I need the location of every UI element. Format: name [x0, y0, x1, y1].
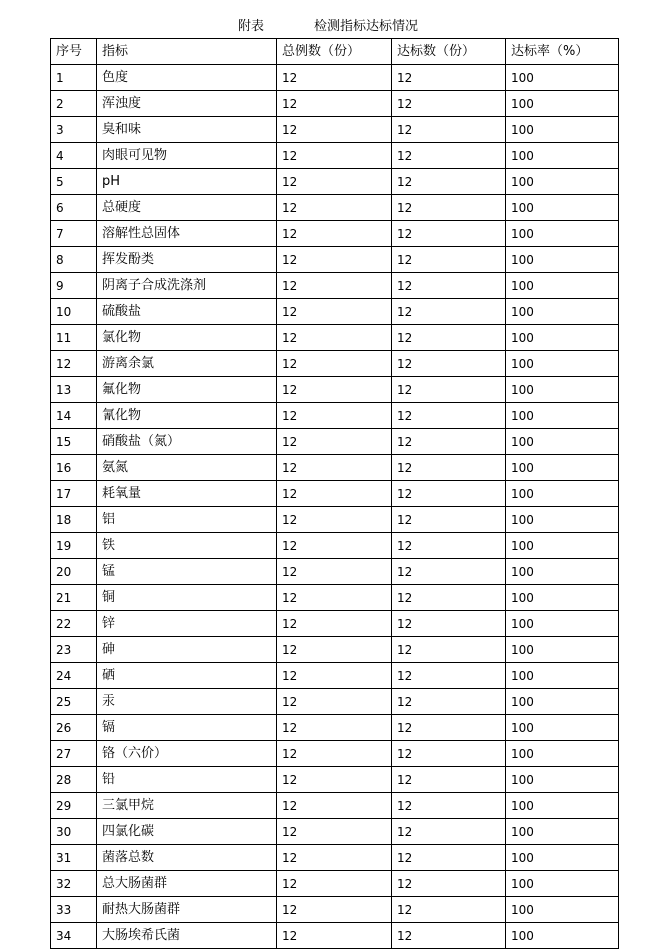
indicator-cell: 铁	[97, 533, 277, 559]
compliance-rate-cell: 100	[506, 455, 619, 481]
indicator-cell: 镉	[97, 715, 277, 741]
total-samples-cell: 12	[277, 377, 392, 403]
compliance-rate-cell: 100	[506, 897, 619, 923]
total-samples-cell: 12	[277, 169, 392, 195]
table-row	[51, 559, 619, 585]
compliance-rate-cell: 100	[506, 65, 619, 91]
indicator-cell: 铅	[97, 767, 277, 793]
serial-cell: 2	[51, 91, 97, 117]
indicator-cell: 铜	[97, 585, 277, 611]
table-row	[51, 273, 619, 299]
table-row	[51, 923, 619, 949]
table-body	[51, 65, 619, 949]
serial-cell: 15	[51, 429, 97, 455]
indicator-cell: 总大肠菌群	[97, 871, 277, 897]
compliance-rate-cell: 100	[506, 923, 619, 949]
serial-cell: 14	[51, 403, 97, 429]
compliance-rate-cell: 100	[506, 845, 619, 871]
compliant-samples-cell: 12	[392, 117, 506, 143]
serial-cell: 8	[51, 247, 97, 273]
compliance-rate-cell: 100	[506, 507, 619, 533]
compliant-samples-cell: 12	[392, 715, 506, 741]
serial-cell: 27	[51, 741, 97, 767]
table-row	[51, 377, 619, 403]
table-row	[51, 299, 619, 325]
compliant-samples-cell: 12	[392, 871, 506, 897]
compliant-samples-cell: 12	[392, 195, 506, 221]
compliance-rate-cell: 100	[506, 819, 619, 845]
compliant-samples-cell: 12	[392, 819, 506, 845]
table-row	[51, 429, 619, 455]
serial-cell: 23	[51, 637, 97, 663]
indicator-cell: 色度	[97, 65, 277, 91]
serial-cell: 21	[51, 585, 97, 611]
serial-cell: 26	[51, 715, 97, 741]
total-samples-cell: 12	[277, 195, 392, 221]
compliant-samples-cell: 12	[392, 793, 506, 819]
table-row	[51, 117, 619, 143]
compliant-samples-cell: 12	[392, 429, 506, 455]
compliance-rate-cell: 100	[506, 689, 619, 715]
total-samples-cell: 12	[277, 247, 392, 273]
compliance-rate-cell: 100	[506, 429, 619, 455]
table-row	[51, 455, 619, 481]
indicator-cell: 挥发酚类	[97, 247, 277, 273]
table-row	[51, 221, 619, 247]
header-compliance-rate: 达标率（%）	[506, 39, 619, 65]
compliant-samples-cell: 12	[392, 403, 506, 429]
total-samples-cell: 12	[277, 793, 392, 819]
compliant-samples-cell: 12	[392, 377, 506, 403]
header-row	[51, 39, 619, 65]
table-caption	[0, 17, 672, 37]
total-samples-cell: 12	[277, 507, 392, 533]
indicator-cell: 硝酸盐（氮）	[97, 429, 277, 455]
serial-cell: 5	[51, 169, 97, 195]
serial-cell: 13	[51, 377, 97, 403]
compliant-samples-cell: 12	[392, 91, 506, 117]
indicator-cell: 大肠埃希氏菌	[97, 923, 277, 949]
compliance-rate-cell: 100	[506, 117, 619, 143]
compliant-samples-cell: 12	[392, 767, 506, 793]
compliant-samples-cell: 12	[392, 897, 506, 923]
total-samples-cell: 12	[277, 65, 392, 91]
header-serial: 序号	[51, 39, 97, 65]
compliance-rate-cell: 100	[506, 663, 619, 689]
total-samples-cell: 12	[277, 533, 392, 559]
total-samples-cell: 12	[277, 585, 392, 611]
table-row	[51, 741, 619, 767]
total-samples-cell: 12	[277, 819, 392, 845]
compliant-samples-cell: 12	[392, 845, 506, 871]
compliant-samples-cell: 12	[392, 65, 506, 91]
compliance-rate-cell: 100	[506, 273, 619, 299]
indicator-cell: 耐热大肠菌群	[97, 897, 277, 923]
table-row	[51, 611, 619, 637]
indicator-cell: 汞	[97, 689, 277, 715]
serial-cell: 1	[51, 65, 97, 91]
indicator-cell: 氟化物	[97, 377, 277, 403]
indicator-cell: 硒	[97, 663, 277, 689]
indicator-cell: 四氯化碳	[97, 819, 277, 845]
total-samples-cell: 12	[277, 637, 392, 663]
total-samples-cell: 12	[277, 689, 392, 715]
table-row	[51, 637, 619, 663]
total-samples-cell: 12	[277, 923, 392, 949]
serial-cell: 6	[51, 195, 97, 221]
serial-cell: 12	[51, 351, 97, 377]
compliant-samples-cell: 12	[392, 247, 506, 273]
compliance-rate-cell: 100	[506, 247, 619, 273]
appendix-label: 附表	[238, 19, 265, 34]
total-samples-cell: 12	[277, 481, 392, 507]
total-samples-cell: 12	[277, 325, 392, 351]
table-row	[51, 793, 619, 819]
table-row	[51, 403, 619, 429]
total-samples-cell: 12	[277, 455, 392, 481]
compliance-rate-cell: 100	[506, 377, 619, 403]
total-samples-cell: 12	[277, 273, 392, 299]
serial-cell: 7	[51, 221, 97, 247]
compliant-samples-cell: 12	[392, 221, 506, 247]
serial-cell: 30	[51, 819, 97, 845]
total-samples-cell: 12	[277, 741, 392, 767]
serial-cell: 3	[51, 117, 97, 143]
total-samples-cell: 12	[277, 351, 392, 377]
serial-cell: 10	[51, 299, 97, 325]
table-row	[51, 91, 619, 117]
indicator-cell: 砷	[97, 637, 277, 663]
table-row	[51, 845, 619, 871]
table-row	[51, 143, 619, 169]
indicator-cell: 铝	[97, 507, 277, 533]
serial-cell: 31	[51, 845, 97, 871]
indicator-cell: 三氯甲烷	[97, 793, 277, 819]
indicator-cell: 臭和味	[97, 117, 277, 143]
table-row	[51, 533, 619, 559]
table-row	[51, 247, 619, 273]
total-samples-cell: 12	[277, 715, 392, 741]
compliant-samples-cell: 12	[392, 611, 506, 637]
total-samples-cell: 12	[277, 429, 392, 455]
total-samples-cell: 12	[277, 871, 392, 897]
indicator-cell: 铬（六价）	[97, 741, 277, 767]
compliance-rate-cell: 100	[506, 143, 619, 169]
compliance-rate-cell: 100	[506, 403, 619, 429]
compliant-samples-cell: 12	[392, 143, 506, 169]
total-samples-cell: 12	[277, 299, 392, 325]
table-row	[51, 715, 619, 741]
serial-cell: 28	[51, 767, 97, 793]
compliance-rate-cell: 100	[506, 871, 619, 897]
serial-cell: 20	[51, 559, 97, 585]
serial-cell: 16	[51, 455, 97, 481]
table-row	[51, 767, 619, 793]
compliance-rate-cell: 100	[506, 741, 619, 767]
table-row	[51, 897, 619, 923]
compliant-samples-cell: 12	[392, 923, 506, 949]
serial-cell: 9	[51, 273, 97, 299]
table-row	[51, 871, 619, 897]
compliance-rate-cell: 100	[506, 793, 619, 819]
serial-cell: 19	[51, 533, 97, 559]
compliant-samples-cell: 12	[392, 351, 506, 377]
total-samples-cell: 12	[277, 845, 392, 871]
table-row	[51, 663, 619, 689]
indicator-cell: 硫酸盐	[97, 299, 277, 325]
serial-cell: 24	[51, 663, 97, 689]
header-total-samples: 总例数（份）	[277, 39, 392, 65]
total-samples-cell: 12	[277, 559, 392, 585]
serial-cell: 17	[51, 481, 97, 507]
compliant-samples-cell: 12	[392, 559, 506, 585]
serial-cell: 34	[51, 923, 97, 949]
header-compliant-samples: 达标数（份）	[392, 39, 506, 65]
indicator-cell: 溶解性总固体	[97, 221, 277, 247]
header-indicator: 指标	[97, 39, 277, 65]
compliance-rate-cell: 100	[506, 351, 619, 377]
indicator-cell: 锰	[97, 559, 277, 585]
total-samples-cell: 12	[277, 611, 392, 637]
compliance-rate-cell: 100	[506, 195, 619, 221]
table-row	[51, 351, 619, 377]
compliant-samples-cell: 12	[392, 741, 506, 767]
compliance-rate-cell: 100	[506, 221, 619, 247]
compliance-rate-cell: 100	[506, 533, 619, 559]
indicator-cell: 浑浊度	[97, 91, 277, 117]
compliance-rate-cell: 100	[506, 481, 619, 507]
compliance-rate-cell: 100	[506, 611, 619, 637]
serial-cell: 33	[51, 897, 97, 923]
table-row	[51, 325, 619, 351]
indicator-cell: 氯化物	[97, 325, 277, 351]
compliant-samples-cell: 12	[392, 325, 506, 351]
compliance-rate-cell: 100	[506, 637, 619, 663]
compliance-rate-cell: 100	[506, 169, 619, 195]
compliant-samples-cell: 12	[392, 689, 506, 715]
compliance-rate-cell: 100	[506, 715, 619, 741]
total-samples-cell: 12	[277, 767, 392, 793]
compliance-rate-cell: 100	[506, 559, 619, 585]
compliant-samples-cell: 12	[392, 637, 506, 663]
total-samples-cell: 12	[277, 143, 392, 169]
indicator-cell: 氰化物	[97, 403, 277, 429]
indicator-cell: 菌落总数	[97, 845, 277, 871]
table-title: 检测指标达标情况	[314, 19, 419, 34]
compliance-rate-cell: 100	[506, 325, 619, 351]
table-row	[51, 819, 619, 845]
indicator-cell: 总硬度	[97, 195, 277, 221]
indicator-compliance-table	[50, 38, 619, 949]
serial-cell: 25	[51, 689, 97, 715]
compliant-samples-cell: 12	[392, 299, 506, 325]
indicator-cell: 阴离子合成洗涤剂	[97, 273, 277, 299]
total-samples-cell: 12	[277, 221, 392, 247]
indicator-cell: 氨氮	[97, 455, 277, 481]
table-row	[51, 65, 619, 91]
table-row	[51, 195, 619, 221]
compliance-rate-cell: 100	[506, 299, 619, 325]
compliance-rate-cell: 100	[506, 91, 619, 117]
indicator-cell: 锌	[97, 611, 277, 637]
indicator-cell: 游离余氯	[97, 351, 277, 377]
indicator-cell: 肉眼可见物	[97, 143, 277, 169]
total-samples-cell: 12	[277, 117, 392, 143]
table-row	[51, 689, 619, 715]
indicator-cell: 耗氧量	[97, 481, 277, 507]
compliant-samples-cell: 12	[392, 507, 506, 533]
compliant-samples-cell: 12	[392, 585, 506, 611]
serial-cell: 29	[51, 793, 97, 819]
compliant-samples-cell: 12	[392, 533, 506, 559]
table-row	[51, 507, 619, 533]
compliant-samples-cell: 12	[392, 481, 506, 507]
compliance-rate-cell: 100	[506, 585, 619, 611]
total-samples-cell: 12	[277, 403, 392, 429]
table-row	[51, 481, 619, 507]
serial-cell: 32	[51, 871, 97, 897]
compliance-rate-cell: 100	[506, 767, 619, 793]
serial-cell: 18	[51, 507, 97, 533]
serial-cell: 11	[51, 325, 97, 351]
compliant-samples-cell: 12	[392, 273, 506, 299]
compliant-samples-cell: 12	[392, 455, 506, 481]
compliant-samples-cell: 12	[392, 663, 506, 689]
total-samples-cell: 12	[277, 897, 392, 923]
compliant-samples-cell: 12	[392, 169, 506, 195]
total-samples-cell: 12	[277, 91, 392, 117]
indicator-cell: pH	[97, 169, 277, 195]
total-samples-cell: 12	[277, 663, 392, 689]
table-row	[51, 585, 619, 611]
table-row	[51, 169, 619, 195]
serial-cell: 22	[51, 611, 97, 637]
serial-cell: 4	[51, 143, 97, 169]
